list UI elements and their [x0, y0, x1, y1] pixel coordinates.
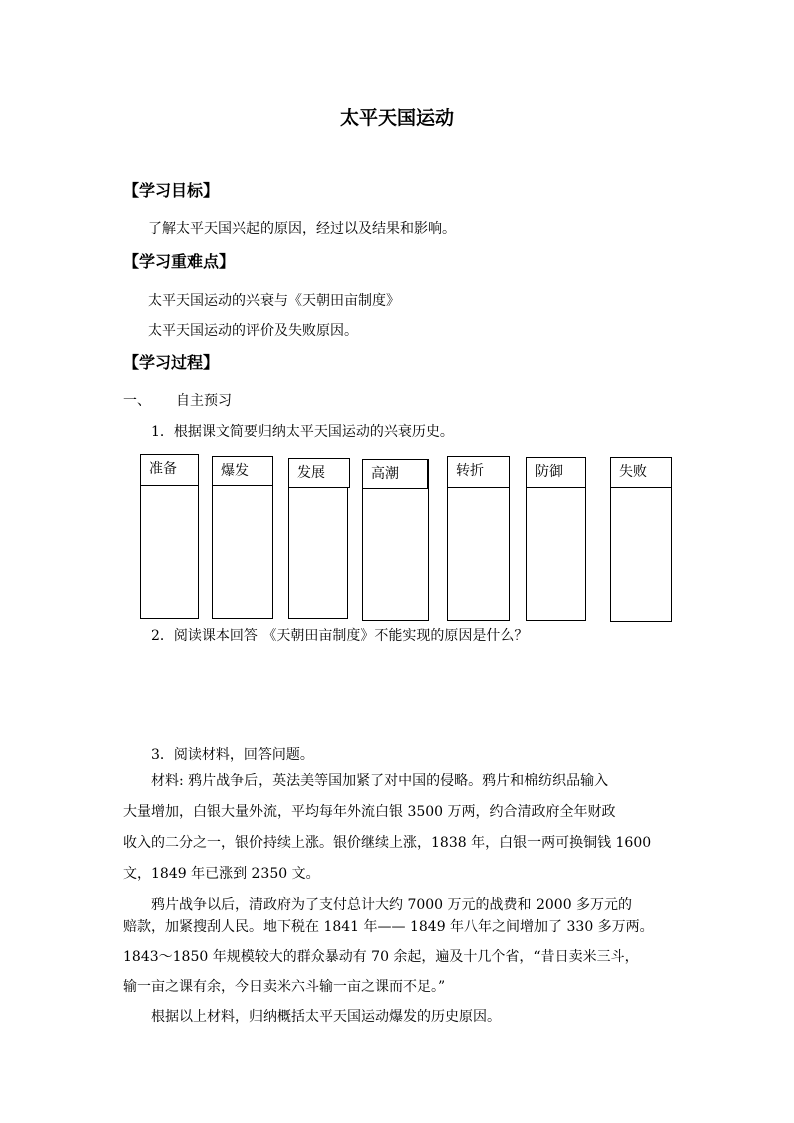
- material-line: 材料: 鸦片战争后，英法美等国加紧了对中国的侵略。鸦片和棉纺织品输入: [151, 773, 609, 789]
- material-line: 鸦片战争以后，清政府为了支付总计大约 7000 万元的战费和 2000 多万元的: [151, 897, 633, 913]
- page-title: 太平天国运动: [339, 107, 454, 129]
- stage-label-zhuanzhe: 转折: [447, 456, 510, 488]
- stage-label-fazhan: 发展: [288, 458, 350, 488]
- material-line: 文，1849 年已涨到 2350 文。: [123, 866, 320, 882]
- question-2: 2．阅读课本回答 《天朝田亩制度》不能实现的原因是什么？: [151, 628, 529, 644]
- section-heading-process: 【学习过程】: [123, 353, 220, 372]
- part-number: 一、: [123, 393, 151, 409]
- material-line: 根据以上材料，归纳概括太平天国运动爆发的历史原因。: [151, 1009, 501, 1025]
- key-point-item: 太平天国运动的评价及失败原因。: [148, 323, 358, 339]
- material-line: 赔款，加紧搜刮人民。地下税在 1841 年—— 1849 年八年之间增加了 330 多万两。: [123, 919, 654, 935]
- stage-label-shibai: 失败: [610, 457, 672, 488]
- key-point-item: 太平天国运动的兴衰与《天朝田亩制度》: [148, 293, 400, 309]
- stage-label-zhunbei: 准备: [140, 454, 199, 486]
- stage-label-gaochao: 高潮: [362, 459, 428, 489]
- material-line: 大量增加，白银大量外流，平均每年外流白银 3500 万两，约合清政府全年财政: [123, 804, 616, 820]
- stage-label-fangyu: 防御: [526, 457, 586, 488]
- stage-label-baofa: 爆发: [212, 456, 273, 486]
- part-label: 自主预习: [176, 393, 232, 409]
- question-3: 3．阅读材料，回答问题。: [151, 747, 314, 763]
- material-line: 输一亩之课有余，今日卖米六斗输一亩之课而不足。”: [123, 979, 446, 995]
- section-heading-goal: 【学习目标】: [123, 181, 220, 200]
- material-line: 1843～1850 年规模较大的群众暴动有 70 余起，遍及十几个省，“昔日卖米三斗，: [123, 949, 639, 965]
- section-heading-key-points: 【学习重难点】: [123, 252, 236, 271]
- goal-text: 了解太平天国兴起的原因，经过以及结果和影响。: [148, 221, 456, 237]
- question-1: 1．根据课文简要归纳太平天国运动的兴衰历史。: [151, 424, 454, 440]
- material-line: 收入的二分之一，银价持续上涨。银价继续上涨，1838 年，白银一两可换铜钱 1600: [123, 835, 652, 851]
